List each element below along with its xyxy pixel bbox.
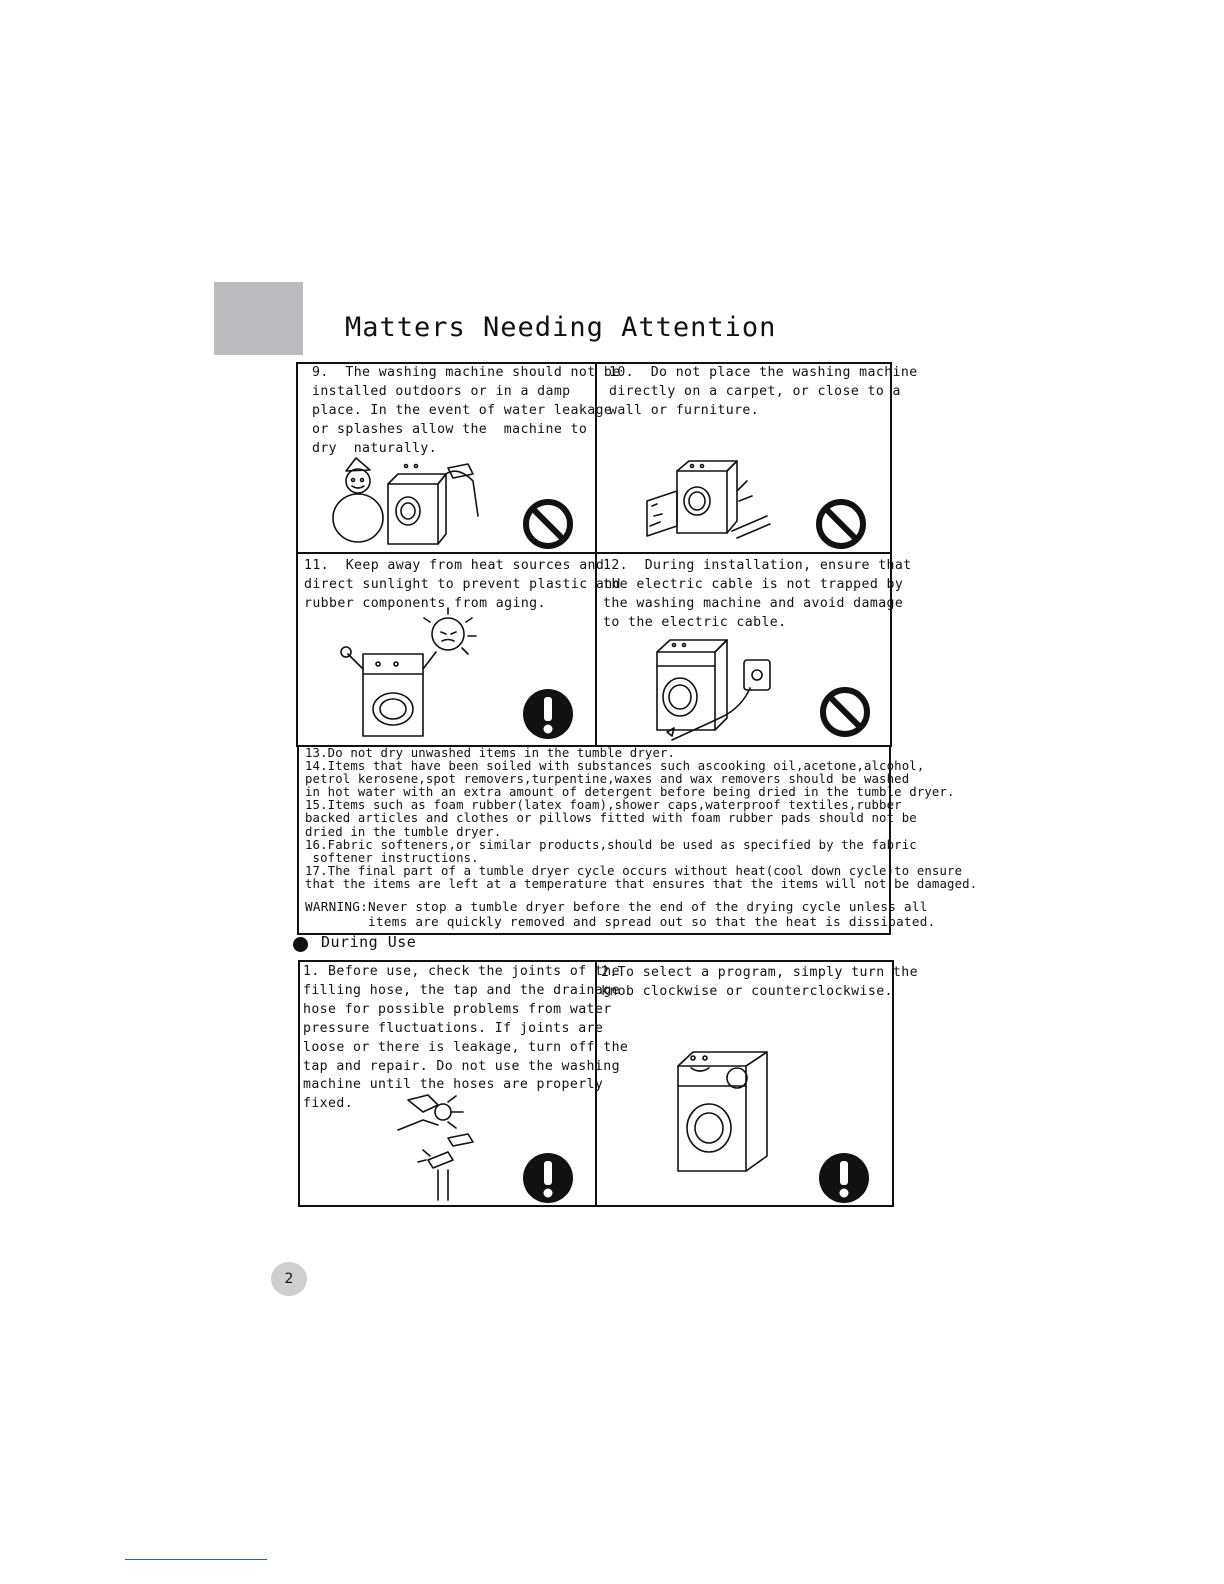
item-12-text: 12. During installation, ensure that the electric cable is not trapped by the washing machine and avoid damage to the electric cable. [603,558,912,630]
page-title: Matters Needing Attention [345,312,777,343]
cell-use-2 [597,962,918,1205]
cell-item-11 [298,554,621,745]
exclamation-warning-icon [818,1152,870,1204]
cell-item-10 [597,364,918,552]
item-10-text: 10. Do not place the washing machine directly on a carpet, or close to a wall or furniture. [609,365,918,418]
prohibition-sign-icon [819,686,871,738]
cell-use-1 [300,962,629,1205]
exclamation-warning-icon [522,688,574,740]
during-use-heading: During Use [321,933,417,951]
attention-grid [296,362,918,747]
exclamation-warning-icon [522,1152,574,1204]
item-11-text: 11. Keep away from heat sources and direct sunlight to prevent plastic and rubber components from aging. [304,558,621,611]
item-9-text: 9. The washing machine should not be installed outdoors or in a damp place. In the event of water leakage or splashes allow the machine to dry naturally. [312,365,621,456]
footer-line [125,1559,267,1560]
carpet-washer-illustration [642,456,772,546]
sun-heat-washer-illustration [338,614,488,739]
knob-washer-illustration [675,1046,775,1176]
warning-text: WARNING:Never stop a tumble dryer before the end of the drying cycle unless all items are quickly removed and spread out so that the heat is dissipated. [305,899,936,929]
cell-item-12 [597,554,912,745]
use-1-text: 1. Before use, check the joints of the filling hose, the tap and the drainage hose for possible problems from water pressure fluctuations. If joints are loose or there is leakage, turn off the tap and repair. Do not use the washing machine until the hoses are properly fixed. [303,964,629,1112]
cable-washer-illustration [652,632,782,742]
tumble-dryer-notes [297,745,978,935]
section-bullet [293,937,308,952]
chapter-tab [214,282,303,355]
use-2-text: 2.To select a program, simply turn the knob clockwise or counterclockwise. [601,965,918,999]
hose-tap-illustration [388,1090,488,1202]
cell-item-9 [298,364,621,552]
notes-text: 13.Do not dry unwashed items in the tumble dryer. 14.Items that have been soiled with substances such ascooking oil,acetone,alcohol, petrol kerosene,spot removers,turpentine,waxes and wax removers should be washed in hot water with an extra amount of detergent before being dried in the tumble dryer. 15.Items such as foam rubber(latex foam),shower caps,waterproof textiles,rubber backed articles and clothes or pillows fitted with foam rubber pads should not be dried in the tumble dryer. 16.Fabric softeners,or similar products,should be used as specified by the fabric softener instructions. 17.The final part of a tumble dryer cycle occurs without heat(cool down cycle)to ensure that the items are left at a temperature that ensures that the items will not be damaged. [305,746,978,891]
during-use-grid [298,960,918,1207]
prohibition-sign-icon [522,498,574,550]
snowman-washer-illustration [328,456,488,546]
page-number: 2 [271,1262,307,1296]
prohibition-sign-icon [815,498,867,550]
